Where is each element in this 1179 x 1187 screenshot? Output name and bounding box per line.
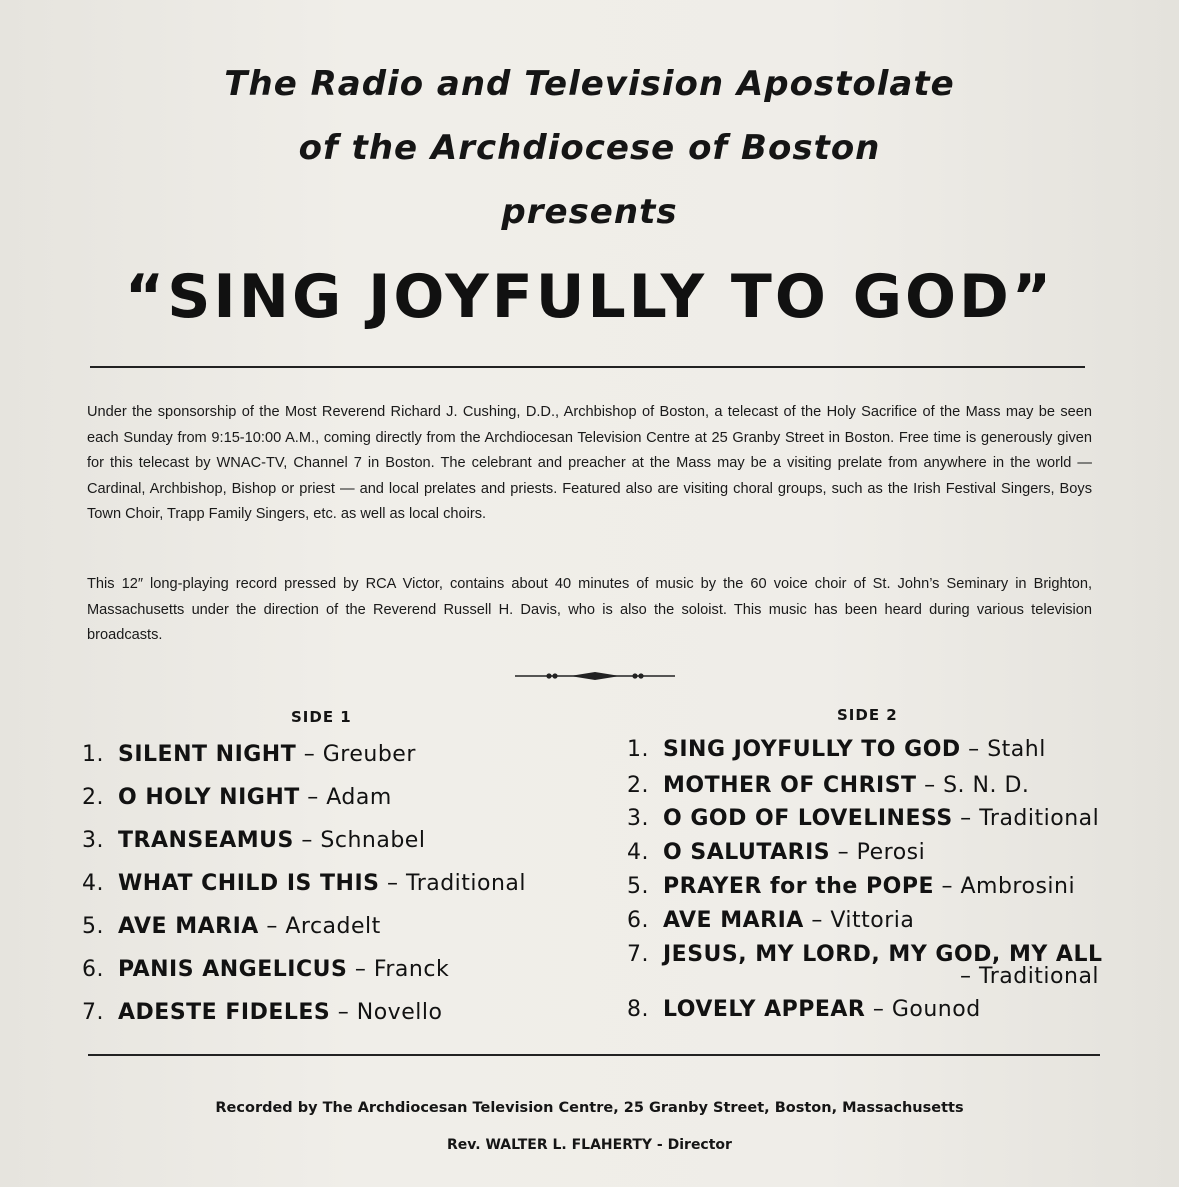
- side-1-heading: SIDE 1: [291, 708, 352, 726]
- side-2-track: 6. AVE MARIA – Vittoria: [627, 908, 915, 933]
- bottom-divider: [88, 1054, 1100, 1056]
- side-2-track: 8. LOVELY APPEAR – Gounod: [627, 997, 981, 1022]
- header-presents: presents: [501, 192, 678, 232]
- album-title: “SING JOYFULLY TO GOD”: [124, 262, 1055, 332]
- side-1-track: 5. AVE MARIA – Arcadelt: [82, 914, 381, 939]
- side-2-heading: SIDE 2: [837, 706, 898, 724]
- side-1-track: 1. SILENT NIGHT – Greuber: [82, 742, 416, 767]
- side-2-track: 2. MOTHER OF CHRIST – S. N. D.: [627, 773, 1030, 798]
- side-1-track: 3. TRANSEAMUS – Schnabel: [82, 828, 426, 853]
- recorded-by-credit: Recorded by The Archdiocesan Television Centre, 25 Granby Street, Boston, Massachusetts: [215, 1100, 964, 1116]
- top-divider: [90, 366, 1085, 368]
- side-1-track: 7. ADESTE FIDELES – Novello: [82, 1000, 443, 1025]
- director-credit: Rev. WALTER L. FLAHERTY - Director: [447, 1137, 732, 1153]
- ornament-divider-icon: [515, 669, 675, 683]
- side-1-track: 4. WHAT CHILD IS THIS – Traditional: [82, 871, 527, 896]
- side-2-track: 3. O GOD OF LOVELINESS – Traditional: [627, 806, 1100, 831]
- side-1-track: 6. PANIS ANGELICUS – Franck: [82, 957, 450, 982]
- side-2-track-7-composer: – Traditional: [960, 964, 1100, 989]
- side-2-track: 1. SING JOYFULLY TO GOD – Stahl: [627, 737, 1046, 762]
- side-2-track: 4. O SALUTARIS – Perosi: [627, 840, 926, 865]
- header-line-2: of the Archdiocese of Boston: [298, 128, 881, 168]
- description-paragraph-1: Under the sponsorship of the Most Reverend Richard J. Cushing, D.D., Archbishop of Boston, a telecast of the Holy Sacrifice of the Mass may be seen each Sunday from 9:15-10:00 A.M., coming directly from the Archdiocesan Television Centre at 25 Granby Street in Boston. Free time is generously given for this telecast by WNAC-TV, Channel 7 in Boston. The celebrant and preacher at the Mass may be a visiting prelate from anywhere in the world — Cardinal, Archbishop, Bishop or priest — and local prelates and priests. Featured also are visiting choral groups, such as the Irish Festival Singers, Boys Town Choir, Trapp Family Singers, etc. as well as local choirs.: [87, 404, 1092, 523]
- side-1-track: 2. O HOLY NIGHT – Adam: [82, 785, 392, 810]
- description-paragraph-2: This 12″ long-playing record pressed by RCA Victor, contains about 40 minutes of music by the 60 voice choir of St. John’s Seminary in Brighton, Massachusetts under the direction of the Reverend Russell H. Davis, who is also the soloist. This music has been heard during various television broadcasts.: [87, 576, 1092, 644]
- side-2-track: 7. JESUS, MY LORD, MY GOD, MY ALL: [627, 942, 1103, 967]
- header-line-1: The Radio and Television Apostolate: [224, 64, 955, 104]
- side-2-track: 5. PRAYER for the POPE – Ambrosini: [627, 874, 1076, 899]
